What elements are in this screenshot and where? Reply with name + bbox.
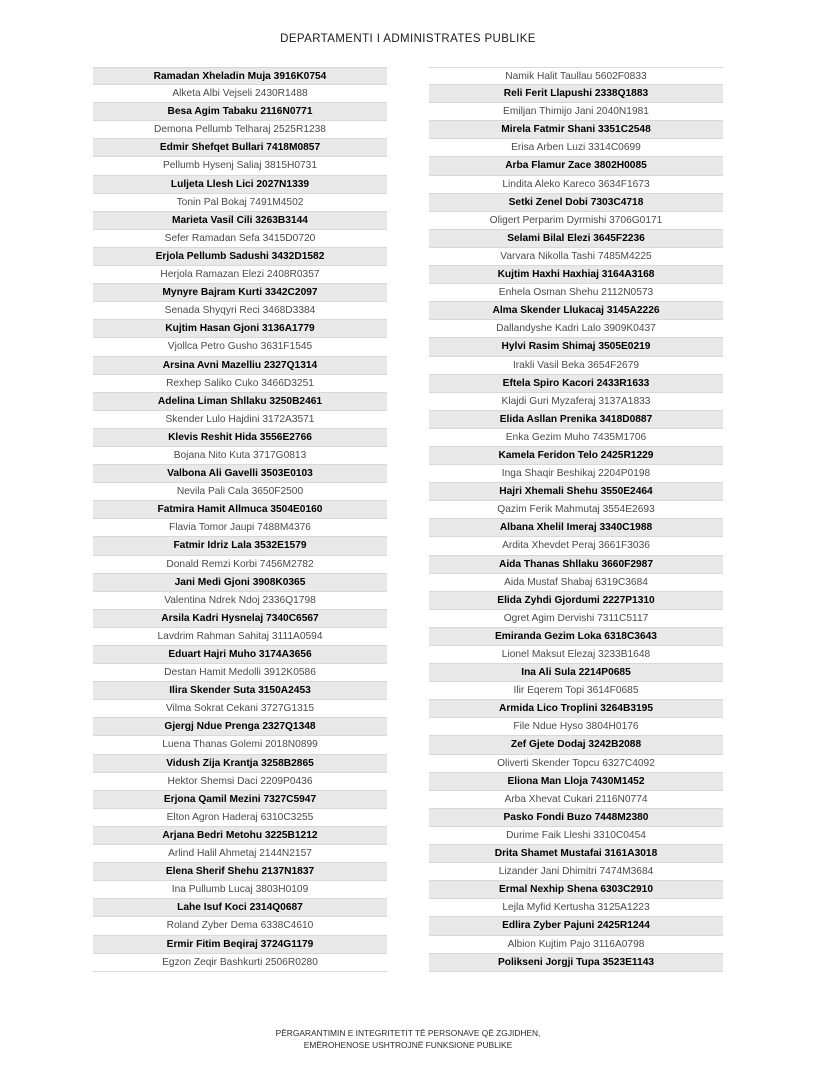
list-item: Albion Kujtim Pajo 3116A0798 xyxy=(429,936,723,954)
list-item: Inga Shaqir Beshikaj 2204P0198 xyxy=(429,465,723,483)
list-item: Lavdrim Rahman Sahitaj 3111A0594 xyxy=(93,628,387,646)
list-item: Reli Ferit Llapushi 2338Q1883 xyxy=(429,85,723,103)
list-item: Hektor Shemsi Daci 2209P0436 xyxy=(93,773,387,791)
list-item: Emiljan Thimijo Jani 2040N1981 xyxy=(429,103,723,121)
list-item: Demona Pellumb Telharaj 2525R1238 xyxy=(93,121,387,139)
list-item: Ilira Skender Suta 3150A2453 xyxy=(93,682,387,700)
list-item: Vjollca Petro Gusho 3631F1545 xyxy=(93,338,387,356)
list-item: Elida Zyhdi Gjordumi 2227P1310 xyxy=(429,592,723,610)
list-item: Selami Bilal Elezi 3645F2236 xyxy=(429,230,723,248)
list-item: Eftela Spiro Kacori 2433R1633 xyxy=(429,375,723,393)
list-item: Adelina Liman Shllaku 3250B2461 xyxy=(93,393,387,411)
list-item: Kamela Feridon Telo 2425R1229 xyxy=(429,447,723,465)
list-item: Oliverti Skender Topcu 6327C4092 xyxy=(429,755,723,773)
list-item: Ramadan Xheladin Muja 3916K0754 xyxy=(93,67,387,85)
list-item: Arlind Halil Ahmetaj 2144N2157 xyxy=(93,845,387,863)
list-item: Lejla Myfid Kertusha 3125A1223 xyxy=(429,899,723,917)
footer-line-1: PËRGARANTIMIN E INTEGRITETIT TË PERSONAVE QË ZGJIDHEN, xyxy=(275,1028,541,1038)
list-item: Lionel Maksut Elezaj 3233B1648 xyxy=(429,646,723,664)
list-item: Vidush Zija Krantja 3258B2865 xyxy=(93,755,387,773)
list-item: Arjana Bedri Metohu 3225B1212 xyxy=(93,827,387,845)
name-list-columns xyxy=(0,67,816,972)
list-item: Destan Hamit Medolli 3912K0586 xyxy=(93,664,387,682)
list-item: Eduart Hajri Muho 3174A3656 xyxy=(93,646,387,664)
list-item: Mirela Fatmir Shani 3351C2548 xyxy=(429,121,723,139)
list-item: Skender Lulo Hajdini 3172A3571 xyxy=(93,411,387,429)
list-item: Erjona Qamil Mezini 7327C5947 xyxy=(93,791,387,809)
list-item: Albana Xhelil Imeraj 3340C1988 xyxy=(429,519,723,537)
list-item: Setki Zenel Dobi 7303C4718 xyxy=(429,194,723,212)
list-item: Gjergj Ndue Prenga 2327Q1348 xyxy=(93,718,387,736)
list-item: Ina Ali Sula 2214P0685 xyxy=(429,664,723,682)
list-item: Lizander Jani Dhimitri 7474M3684 xyxy=(429,863,723,881)
list-item: Tonin Pal Bokaj 7491M4502 xyxy=(93,194,387,212)
list-item: Enhela Osman Shehu 2112N0573 xyxy=(429,284,723,302)
list-item: Sefer Ramadan Sefa 3415D0720 xyxy=(93,230,387,248)
list-item: Aida Mustaf Shabaj 6319C3684 xyxy=(429,574,723,592)
list-item: Rexhep Saliko Cuko 3466D3251 xyxy=(93,375,387,393)
list-item: Egzon Zeqir Bashkurti 2506R0280 xyxy=(93,954,387,972)
list-item: Klajdi Guri Myzaferaj 3137A1833 xyxy=(429,393,723,411)
list-item: Roland Zyber Dema 6338C4610 xyxy=(93,917,387,935)
list-item: Varvara Nikolla Tashi 7485M4225 xyxy=(429,248,723,266)
name-list-column-right xyxy=(429,67,723,972)
list-item: Arsina Avni Mazelliu 2327Q1314 xyxy=(93,357,387,375)
list-item: Kujtim Hasan Gjoni 3136A1779 xyxy=(93,320,387,338)
list-item: Edlira Zyber Pajuni 2425R1244 xyxy=(429,917,723,935)
list-item: Valentina Ndrek Ndoj 2336Q1798 xyxy=(93,592,387,610)
list-item: Armida Lico Troplini 3264B3195 xyxy=(429,700,723,718)
list-item: Alketa Albi Vejseli 2430R1488 xyxy=(93,85,387,103)
list-item: Arba Flamur Zace 3802H0085 xyxy=(429,157,723,175)
list-item: Lahe Isuf Koci 2314Q0687 xyxy=(93,899,387,917)
list-item: Hajri Xhemali Shehu 3550E2464 xyxy=(429,483,723,501)
list-item: Eliona Man Lloja 7430M1452 xyxy=(429,773,723,791)
list-item: Bojana Nito Kuta 3717G0813 xyxy=(93,447,387,465)
list-item: Zef Gjete Dodaj 3242B2088 xyxy=(429,736,723,754)
list-item: Erjola Pellumb Sadushi 3432D1582 xyxy=(93,248,387,266)
list-item: Fatmir Idriz Lala 3532E1579 xyxy=(93,537,387,555)
list-item: Herjola Ramazan Elezi 2408R0357 xyxy=(93,266,387,284)
name-list-column-left xyxy=(93,67,387,972)
list-item: Jani Medi Gjoni 3908K0365 xyxy=(93,574,387,592)
list-item: Hylvi Rasim Shimaj 3505E0219 xyxy=(429,338,723,356)
list-item: Marieta Vasil Cili 3263B3144 xyxy=(93,212,387,230)
list-item: Elton Agron Haderaj 6310C3255 xyxy=(93,809,387,827)
list-item: Klevis Reshit Hida 3556E2766 xyxy=(93,429,387,447)
list-item: Irakli Vasil Beka 3654F2679 xyxy=(429,357,723,375)
list-item: Ardita Xhevdet Peraj 3661F3036 xyxy=(429,537,723,555)
list-item: Drita Shamet Mustafai 3161A3018 xyxy=(429,845,723,863)
list-item: Edmir Shefqet Bullari 7418M0857 xyxy=(93,139,387,157)
list-item: Lindita Aleko Kareco 3634F1673 xyxy=(429,176,723,194)
list-item: Senada Shyqyri Reci 3468D3384 xyxy=(93,302,387,320)
list-item: Fatmira Hamit Allmuca 3504E0160 xyxy=(93,501,387,519)
list-item: Enka Gezim Muho 7435M1706 xyxy=(429,429,723,447)
list-item: Arsila Kadri Hysnelaj 7340C6567 xyxy=(93,610,387,628)
list-item: Elida Asllan Prenika 3418D0887 xyxy=(429,411,723,429)
list-item: Namik Halit Taullau 5602F0833 xyxy=(429,67,723,85)
list-item: Pellumb Hysenj Saliaj 3815H0731 xyxy=(93,157,387,175)
list-item: File Ndue Hyso 3804H0176 xyxy=(429,718,723,736)
list-item: Erisa Arben Luzi 3314C0699 xyxy=(429,139,723,157)
footer-line-2: EMËROHENOSE USHTROJNË FUNKSIONE PUBLIKE xyxy=(303,1040,513,1050)
list-item: Ilir Eqerem Topi 3614F0685 xyxy=(429,682,723,700)
list-item: Oligert Perparim Dyrmishi 3706G0171 xyxy=(429,212,723,230)
list-item: Alma Skender Llukacaj 3145A2226 xyxy=(429,302,723,320)
list-item: Ogret Agim Dervishi 7311C5117 xyxy=(429,610,723,628)
page-footer xyxy=(0,1027,816,1051)
list-item: Ermir Fitim Beqiraj 3724G1179 xyxy=(93,936,387,954)
list-item: Luljeta Llesh Lici 2027N1339 xyxy=(93,176,387,194)
list-item: Vilma Sokrat Cekani 3727G1315 xyxy=(93,700,387,718)
list-item: Kujtim Haxhi Haxhiaj 3164A3168 xyxy=(429,266,723,284)
list-item: Arba Xhevat Cukari 2116N0774 xyxy=(429,791,723,809)
list-item: Valbona Ali Gavelli 3503E0103 xyxy=(93,465,387,483)
list-item: Nevila Pali Cala 3650F2500 xyxy=(93,483,387,501)
list-item: Aida Thanas Shllaku 3660F2987 xyxy=(429,556,723,574)
list-item: Emiranda Gezim Loka 6318C3643 xyxy=(429,628,723,646)
list-item: Ina Pullumb Lucaj 3803H0109 xyxy=(93,881,387,899)
list-item: Qazim Ferik Mahmutaj 3554E2693 xyxy=(429,501,723,519)
list-item: Polikseni Jorgji Tupa 3523E1143 xyxy=(429,954,723,972)
list-item: Flavia Tomor Jaupi 7488M4376 xyxy=(93,519,387,537)
list-item: Mynyre Bajram Kurti 3342C2097 xyxy=(93,284,387,302)
list-item: Dallandyshe Kadri Lalo 3909K0437 xyxy=(429,320,723,338)
list-item: Besa Agim Tabaku 2116N0771 xyxy=(93,103,387,121)
page-title: DEPARTAMENTI I ADMINISTRATES PUBLIKE xyxy=(280,33,536,45)
list-item: Pasko Fondi Buzo 7448M2380 xyxy=(429,809,723,827)
document-page xyxy=(0,33,816,1089)
list-item: Elena Sherif Shehu 2137N1837 xyxy=(93,863,387,881)
list-item: Ermal Nexhip Shena 6303C2910 xyxy=(429,881,723,899)
list-item: Luena Thanas Golemi 2018N0899 xyxy=(93,736,387,754)
list-item: Donald Remzi Korbi 7456M2782 xyxy=(93,556,387,574)
list-item: Durime Faik Lleshi 3310C0454 xyxy=(429,827,723,845)
